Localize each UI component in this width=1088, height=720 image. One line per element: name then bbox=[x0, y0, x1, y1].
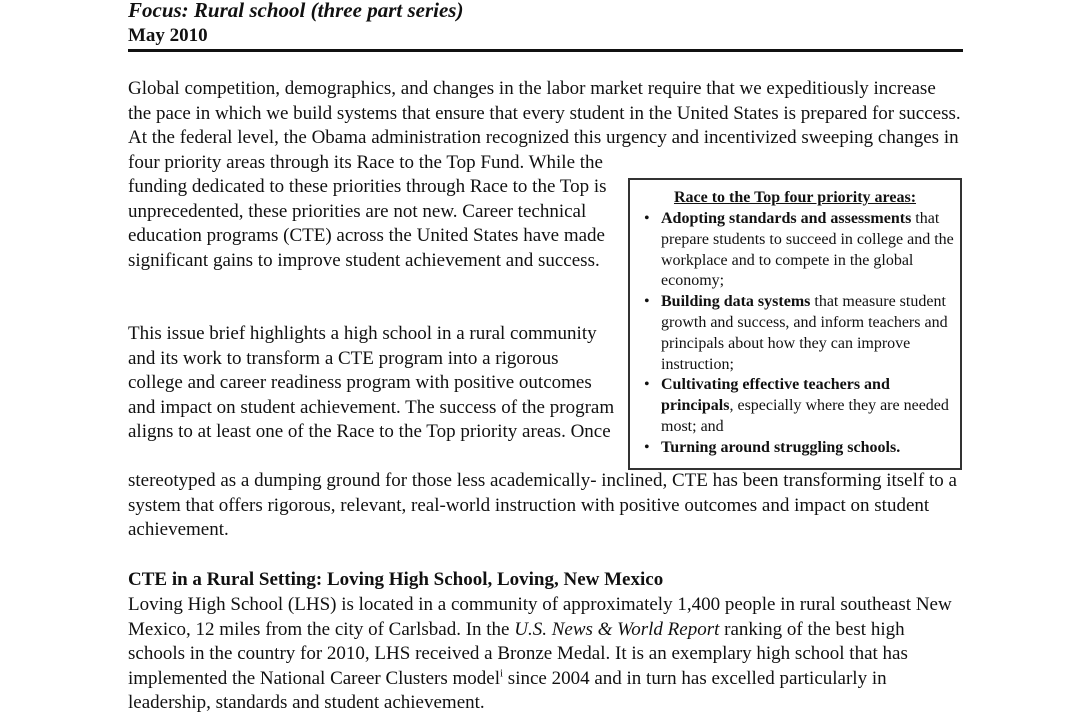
issue-brief-paragraph: This issue brief highlights a high school in a rural community and its work to transform a CTE program into a rigorous college and career readiness program with positive outcomes and impact on student achievement. The success of the program aligns to at least one of the Race to the Top priority areas. Once bbox=[128, 323, 615, 442]
priority-item-bold: Cultivating effective teachers and principals bbox=[661, 376, 890, 415]
priority-item-bold: Building data systems bbox=[661, 293, 811, 311]
priority-item bbox=[661, 292, 954, 375]
priority-item bbox=[661, 209, 954, 292]
section-text-c: since 2004 and in turn has excelled particularly in leadership, standards and student achievement. bbox=[128, 667, 887, 713]
priority-areas-title: Race to the Top four priority areas: bbox=[673, 189, 917, 206]
header-divider bbox=[128, 49, 963, 52]
priority-item-text: , especially where they are needed most; and bbox=[661, 397, 949, 435]
footnote-marker[interactable]: i bbox=[499, 667, 504, 680]
priority-areas-list bbox=[630, 209, 960, 459]
intro-paragraph: Global competition, demographics, and changes in the labor market require that we expeditiously increase the pace in which we build systems that ensure that every student in the United States is prepared for success. At the federal level, the Obama administration recognized this urgency and incentivized sweeping changes in four priority areas through its Race to the Top Fund. While the bbox=[128, 78, 961, 173]
publication-date: May 2010 bbox=[128, 25, 208, 46]
intro-paragraph-continued: funding dedicated to these priorities through Race to the Top is unprecedented, these priorities are not new. Career technical education programs (CTE) across the United States have made significant gains to improve student achievement and success. bbox=[128, 176, 607, 271]
section-heading: CTE in a Rural Setting: Loving High School, Loving, New Mexico bbox=[128, 569, 664, 590]
priority-item-bold: Turning around struggling schools. bbox=[661, 438, 901, 456]
priority-item-text: that measure student growth and success, and inform teachers and principals about how they can improve instruction; bbox=[661, 293, 948, 373]
priority-item-bold: Adopting standards and assessments bbox=[661, 210, 912, 227]
priority-item bbox=[661, 438, 954, 459]
issue-brief-paragraph-continued: stereotyped as a dumping ground for those less academically- inclined, CTE has been transforming itself to a system that offers rigorous, relevant, real-world instruction with positive outcomes and impact on student achievement. bbox=[128, 470, 957, 540]
section-text-a: Loving High School (LHS) is located in a community of approximately 1,400 people in rural southeast New Mexico, 12 miles from the city of Carlsbad. In the bbox=[128, 594, 952, 640]
priority-item-text: that prepare students to succeed in college and the workplace and to compete in the global economy; bbox=[661, 210, 954, 290]
series-title: Focus: Rural school (three part series) bbox=[128, 0, 464, 22]
publication-name: U.S. News & World Report bbox=[514, 618, 720, 640]
section-text-b: ranking of the best high schools in the country for 2010, LHS received a Bronze Medal. It is an exemplary high school that has implemented the National Career Clusters model bbox=[128, 618, 908, 689]
priority-areas-box bbox=[628, 178, 962, 470]
priority-item bbox=[661, 375, 954, 437]
section-paragraph bbox=[128, 593, 963, 716]
